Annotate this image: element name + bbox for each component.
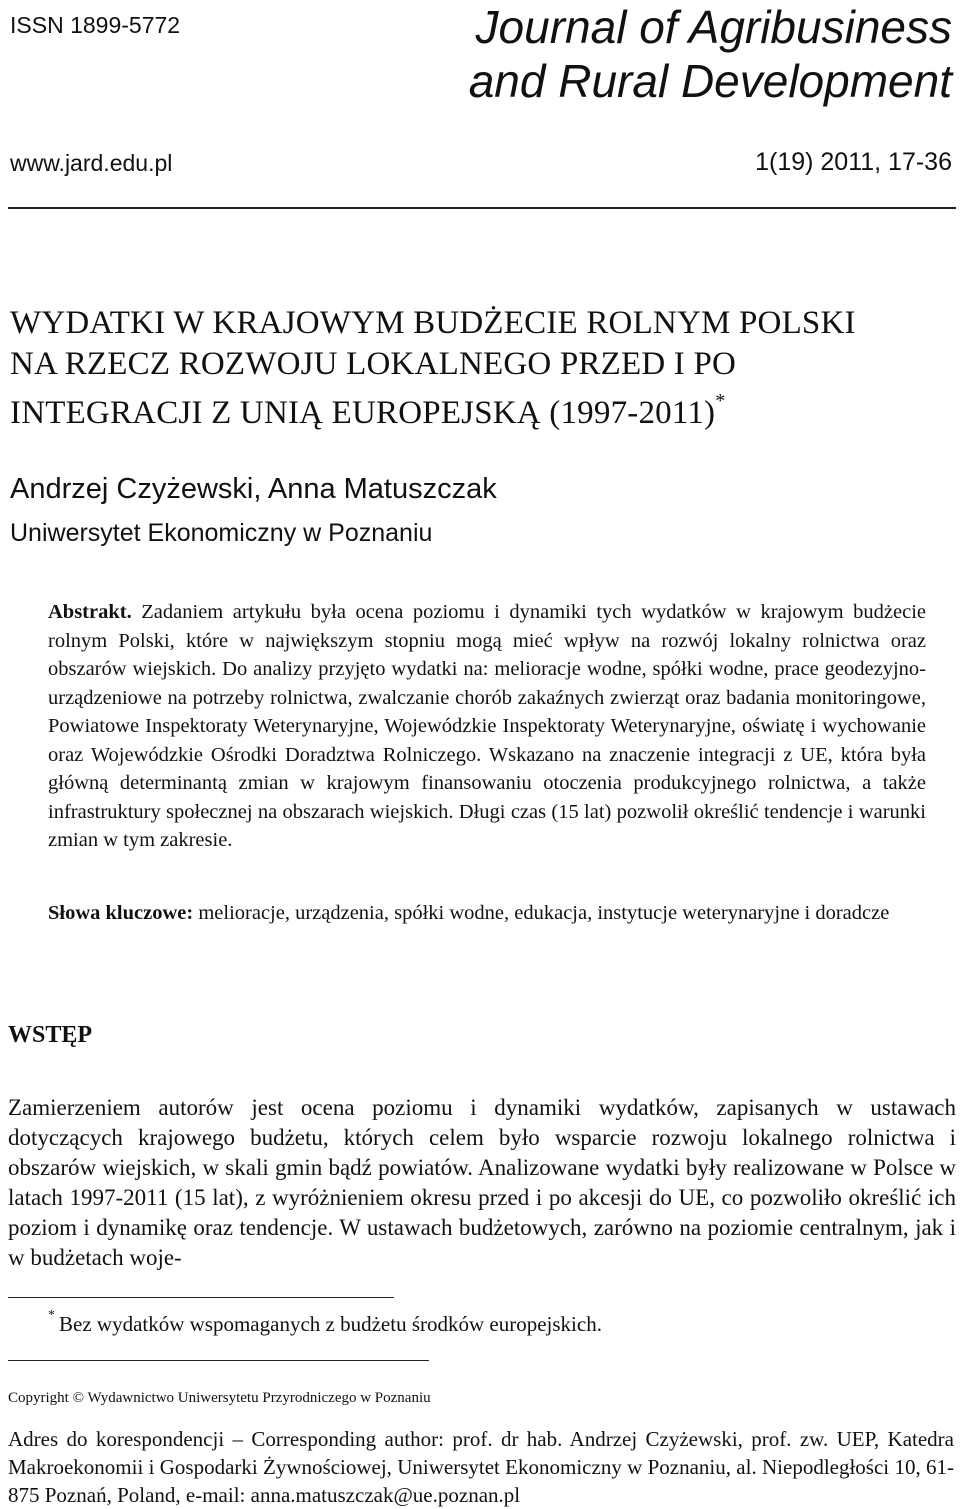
footnote-rule [8,1297,394,1298]
issn: ISSN 1899-5772 [10,12,181,38]
journal-title-line1: Journal of Agribusiness [475,1,952,53]
title-line1: WYDATKI W KRAJOWYM BUDŻECIE ROLNYM POLSKI [10,305,856,341]
abstract-label: Abstrakt. [48,601,132,623]
title-line2: NA RZECZ ROZWOJU LOKALNEGO PRZED I PO [10,346,737,382]
abstract-text: Zadaniem artykułu była ocena poziomu i dynamiki tych wydatków w krajowym budżecie rolnym Polski, które w największym stopniu mogą mieć wpływ na rozwój lokalny rolnictwa oraz obszarów wiejskich. Do analizy przyjęto wydatki na: melioracje wodne, spółki wodne, prace geodezyjno-urządzeniowe na potrzeby rolnictwa, zwalczanie chorób zakaźnych zwierząt oraz badania monitoringowe, Powiatowe Inspektoraty Weterynaryjne, Wojewódzkie Inspektoraty Weterynaryjne, oświatę i wychowanie oraz Wojewódzkie Ośrodki Doradztwa Rolniczego. Wskazano na znaczenie integracji z UE, która była główną determinantą zmian w krajowym finansowaniu otoczenia produkcyjnego rolnictwa, a także infrastruktury społecznej na obszarach wiejskich. Długi czas (15 lat) pozwolił określić tendencje i warunki zmian w tym zakresie. [48,601,927,851]
title-footnote-mark: * [715,390,726,412]
correspondence-address: Adres do korespondencji – Corresponding author: prof. dr hab. Andrzej Czyżewski, prof. zw. UEP, Katedra Makroekonomii i Gospodarki Żywnościowej, Uniwersytet Ekonomiczny w Poznaniu, al. Niepodległości 10, 61-875 Poznań, Poland, e-mail: anna.matuszczak@ue.poznan.pl [8,1427,954,1507]
affiliation: Uniwersytet Ekonomiczny w Poznaniu [10,519,433,547]
journal-title [469,0,952,108]
title-line3: INTEGRACJI Z UNIĄ EUROPEJSKĄ (1997-2011) [10,395,716,431]
keywords-label: Słowa kluczowe: [48,902,194,924]
keywords [48,899,928,928]
issue-pages: 1(19) 2011, 17-36 [755,148,952,176]
journal-website[interactable]: www.jard.edu.pl [10,150,173,176]
header-rule [8,207,956,209]
keywords-text: melioracje, urządzenia, spółki wodne, edukacja, instytucje weterynaryjne i doradcze [198,902,890,924]
authors: Andrzej Czyżewski, Anna Matuszczak [10,473,497,505]
footnote-text: Bez wydatków wspomaganych z budżetu środków europejskich. [59,1312,602,1336]
section-heading: WSTĘP [8,1022,93,1048]
journal-title-line2: and Rural Development [468,55,952,107]
article-title [10,303,856,434]
copyright: Copyright © Wydawnictwo Uniwersytetu Przyrodniczego w Poznaniu [8,1390,431,1406]
footnote [48,1308,602,1337]
abstract [48,598,926,855]
intro-paragraph: Zamierzeniem autorów jest ocena poziomu i dynamiki wydatków, zapisanych w ustawach dotyczących krajowego budżetu, których celem było wsparcie rozwoju lokalnego rolnictwa i obszarów wiejskich, w skali gmin bądź powiatów. Analizowane wydatki były realizowane w Polsce w latach 1997-2011 (15 lat), z wyróżnieniem okresu przed i po akcesji do UE, co pozwoliło określić ich poziom i dynamikę oraz tendencje. W ustawach budżetowych, zarówno na poziomie centralnym, jak i w budżetach woje- [8,1095,956,1270]
copyright-rule [8,1360,429,1361]
footnote-mark: * [48,1308,55,1323]
